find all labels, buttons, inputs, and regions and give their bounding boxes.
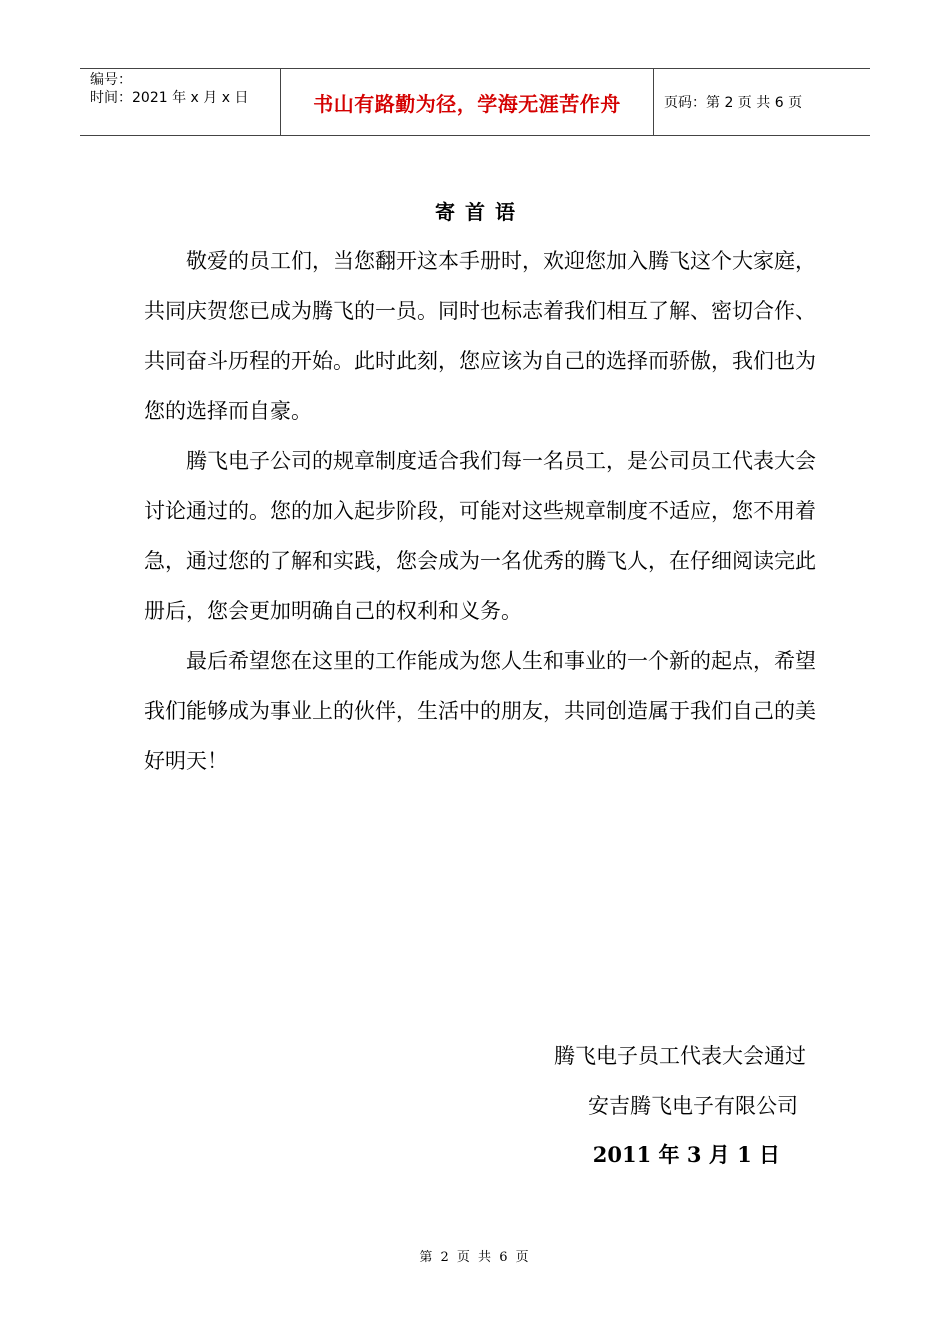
time-label: 时间：2021 年 x 月 x 日 xyxy=(90,90,249,106)
signature-line-2: 安吉腾飞电子有限公司 xyxy=(588,1094,798,1118)
page-info: 页码：第 2 页 共 6 页 xyxy=(664,95,803,111)
header-meta-cell xyxy=(80,69,281,135)
signature-line-1: 腾飞电子员工代表大会通过 xyxy=(554,1044,806,1068)
paragraph-3: 最后希望您在这里的工作能成为您人生和事业的一个新的起点，希望我们能够成为事业上的伙伴，生活中的朋友，共同创造属于我们自己的美好明天！ xyxy=(144,649,816,773)
page-header xyxy=(80,68,870,136)
paragraph-2: 腾飞电子公司的规章制度适合我们每一名员工，是公司员工代表大会讨论通过的。您的加入起步阶段，可能对这些规章制度不适应，您不用着急，通过您的了解和实践，您会成为一名优秀的腾飞人，在仔细阅读完此册后，您会更加明确自己的权利和义务。 xyxy=(144,449,816,623)
document-title: 寄首语 xyxy=(435,200,525,224)
motto-text: 书山有路勤为径，学海无涯苦作舟 xyxy=(313,91,621,116)
document-body xyxy=(144,236,816,786)
number-label: 编号： xyxy=(90,72,132,88)
paragraph-1: 敬爱的员工们，当您翻开这本手册时，欢迎您加入腾飞这个大家庭，共同庆贺您已成为腾飞的一员。同时也标志着我们相互了解、密切合作、共同奋斗历程的开始。此时此刻，您应该为自己的选择而骄傲，我们也为您的选择而自豪。 xyxy=(144,249,816,423)
page-footer: 第 2 页 共 6 页 xyxy=(419,1250,531,1265)
header-page-cell xyxy=(654,69,870,135)
header-motto-cell xyxy=(281,69,654,135)
signature-date: 2011 年 3 月 1 日 xyxy=(592,1142,780,1167)
